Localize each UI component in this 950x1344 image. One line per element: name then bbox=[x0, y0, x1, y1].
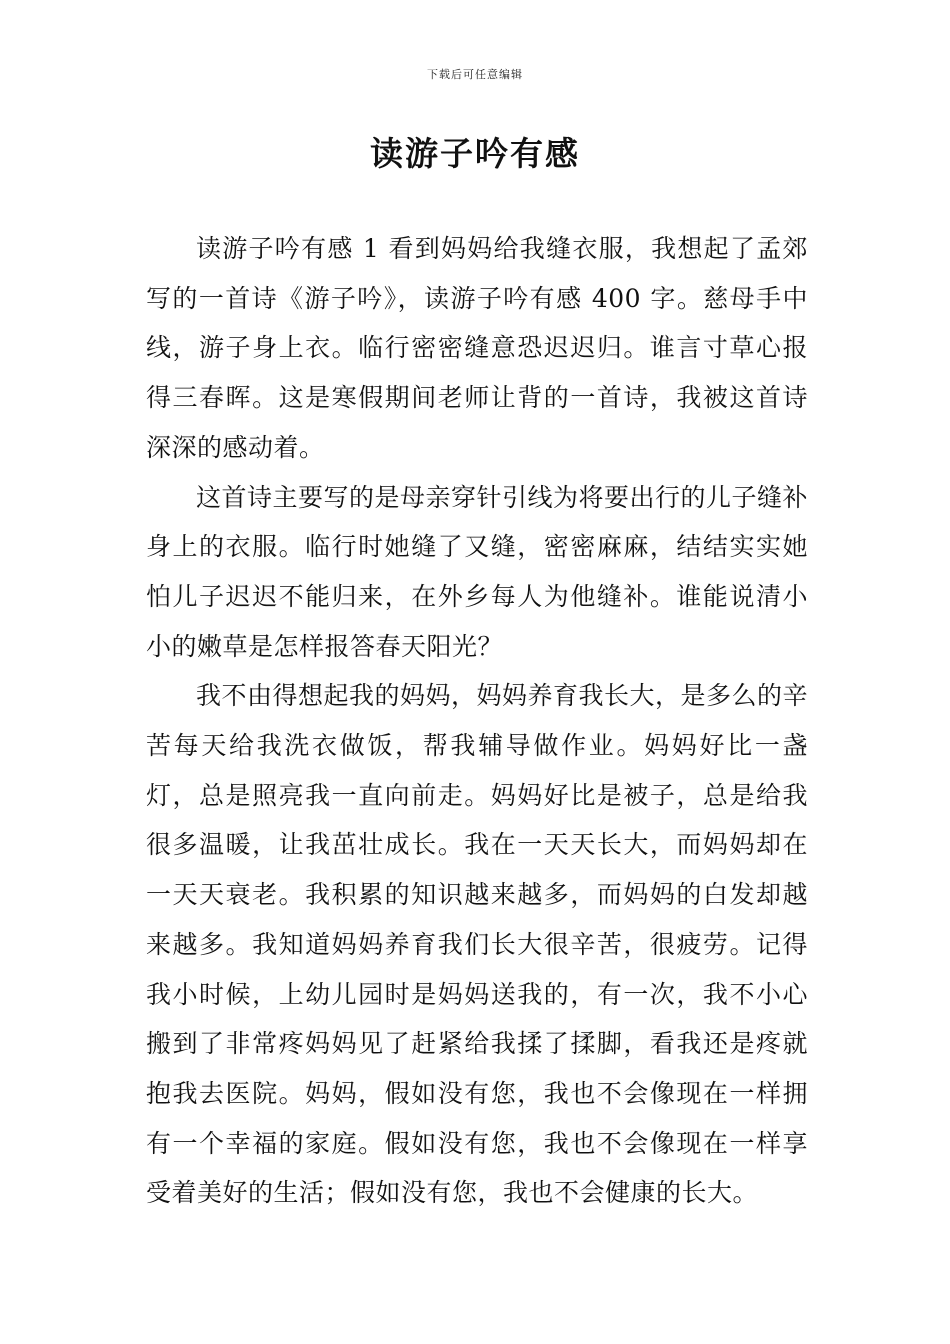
header-note: 下载后可任意编辑 bbox=[427, 68, 523, 81]
paragraph-2: 这首诗主要写的是母亲穿针引线为将要出行的儿子缝补身上的衣服。临行时她缝了又缝，密密麻麻，结结实实她怕儿子迟迟不能归来，在外乡每人为他缝补。谁能说清小小的嫩草是怎样报答春天阳光？ bbox=[146, 482, 809, 661]
paragraph-3: 我不由得想起我的妈妈，妈妈养育我长大，是多么的辛苦每天给我洗衣做饭，帮我辅导做作业。妈妈好比一盏灯，总是照亮我一直向前走。妈妈好比是被子，总是给我很多温暖，让我茁壮成长。我在一天天长大，而妈妈却在一天天衰老。我积累的知识越来越多，而妈妈的白发却越来越多。我知道妈妈养育我们长大很辛苦，很疲劳。记得我小时候，上幼儿园时是妈妈送我的，有一次，我不小心搬到了非常疼妈妈见了赶紧给我揉了揉脚，看我还是疼就抱我去医院。妈妈，假如没有您，我也不会像现在一样拥有一个幸福的家庭。假如没有您，我也不会像现在一样享受着美好的生活；假如没有您，我也不会健康的长大。 bbox=[146, 681, 809, 1208]
document-body bbox=[146, 224, 808, 1218]
document-title: 读游子吟有感 bbox=[370, 134, 580, 173]
paragraph-1: 读游子吟有感 1 看到妈妈给我缝衣服，我想起了孟郊写的一首诗《游子吟》，读游子吟有感 400 字。慈母手中线，游子身上衣。临行密密缝意恐迟迟归。谁言寸草心报得三春晖。这是寒假期间老师让背的一首诗，我被这首诗深深的感动着。 bbox=[146, 234, 808, 462]
